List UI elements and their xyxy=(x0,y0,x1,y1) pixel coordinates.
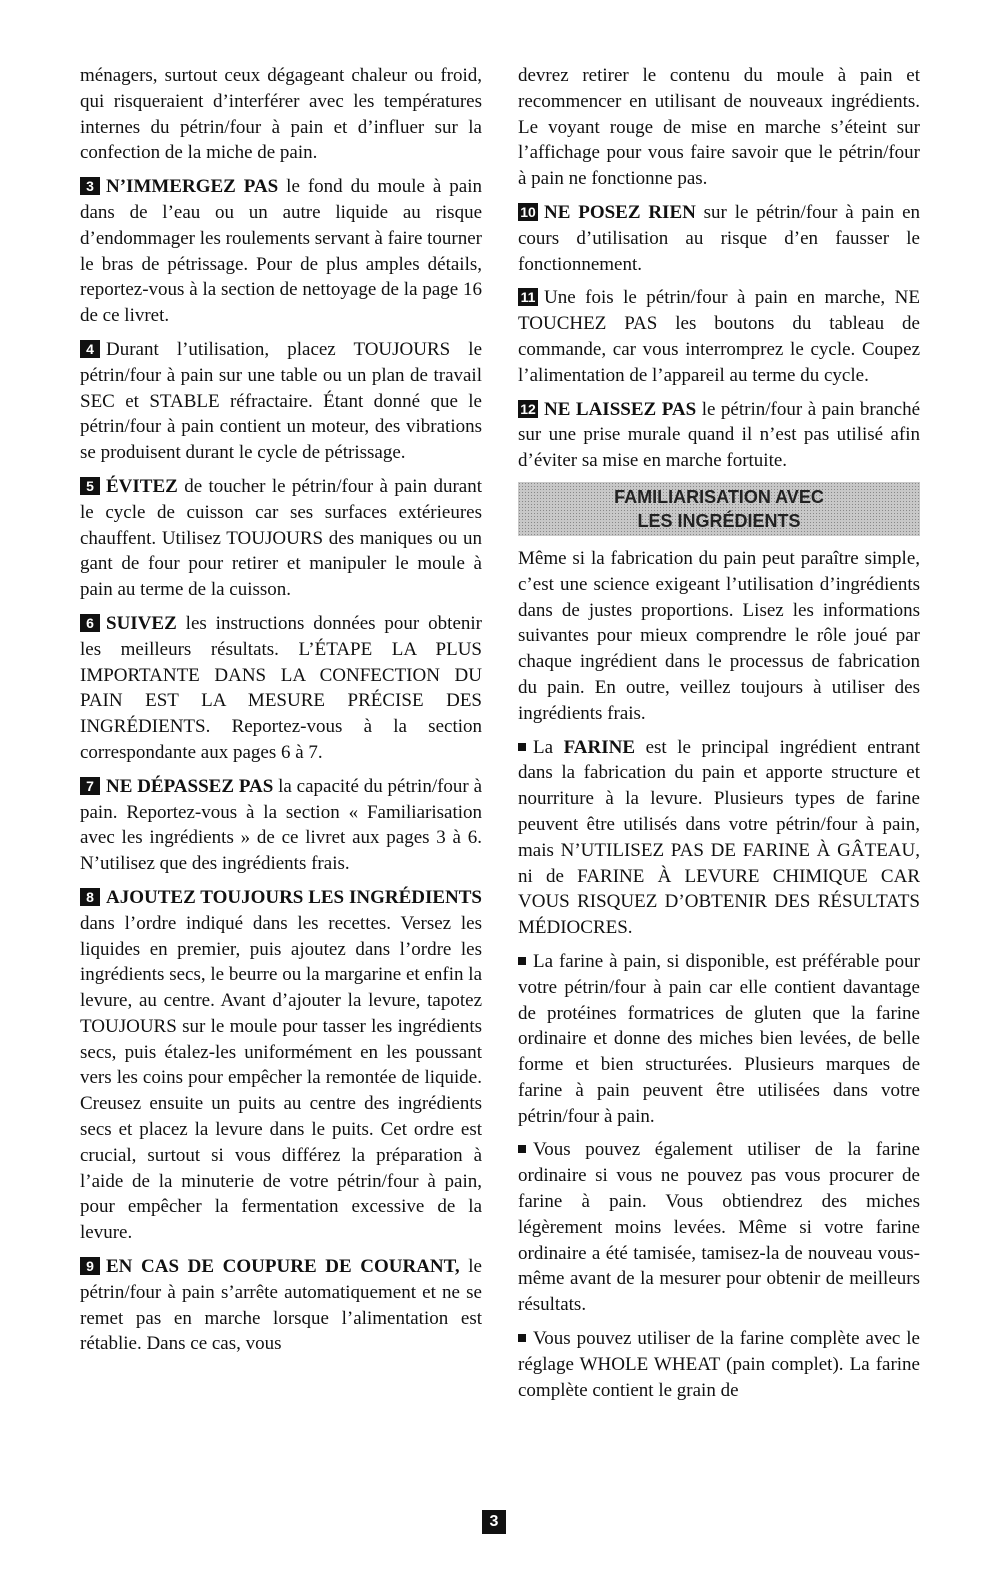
item-number-badge: 10 xyxy=(518,203,538,221)
bullet-paragraph xyxy=(518,1137,920,1318)
item-text: Une fois le pétrin/four à pain en marche, NE TOUCHEZ PAS les boutons du tableau de commande, car vous interromprez le cycle. Coupez l’alimentation de l’appareil au terme du cycle. xyxy=(518,287,920,386)
bullet-text: Vous pouvez utiliser de la farine complète avec le réglage WHOLE WHEAT (pain complet). La farine complète contient le grain de xyxy=(518,1328,920,1401)
item-lead: NE LAISSEZ PAS xyxy=(544,398,697,420)
item-text: le pétrin/four à pain branché sur une prise murale quand il n’est pas utilisé afin d’éviter sa mise en marche fortuite. xyxy=(518,398,920,472)
square-bullet-icon xyxy=(518,957,526,965)
item-lead: AJOUTEZ TOUJOURS LES INGRÉDIENTS xyxy=(106,886,482,908)
square-bullet-icon xyxy=(518,1334,526,1342)
numbered-item xyxy=(80,174,482,329)
bullet-text: est le principal ingrédient entrant dans la fabrication du pain et apporte structure et nourriture à la levure. Plusieurs types de farine peuvent être utilisés dans votre pétrin/four à pain, mais N’UTILISEZ PAS DE FARINE À GÂTEAU, ni de FARINE À LEVURE CHIMIQUE CAR VOUS RISQUEZ D’OBTENIR DES RÉSULTATS MÉDIOCRES. xyxy=(518,736,920,939)
section-intro: Même si la fabrication du pain peut paraître simple, c’est une science exigeant l’utilisation d’ingrédients dans de justes proportions. Lisez les informations suivantes pour mieux comprendre le rôle joué par chaque ingrédient dans le processus de fabrication du pain. En outre, veillez toujours à utiliser des ingrédients frais. xyxy=(518,547,920,724)
bullet-lead: FARINE xyxy=(563,736,636,758)
item-text: Durant l’utilisation, placez TOUJOURS le pétrin/four à pain sur une table ou un plan de travail SEC et STABLE réfractaire. Étant donné que le pétrin/four à pain contient un moteur, des vibrations se produisent durant le cycle de pétrissage. xyxy=(80,338,482,464)
page-number: 3 xyxy=(482,1510,506,1534)
item-lead: NE DÉPASSEZ PAS xyxy=(106,775,274,797)
item-lead: NE POSEZ RIEN xyxy=(544,201,696,223)
section-heading xyxy=(518,482,920,536)
item-text: le fond du moule à pain dans de l’eau ou un autre liquide au risque d’endommager les roulements servant à faire tourner le bras de pétrissage. Pour de plus amples détails, reportez-vous à la section de nettoyage de la page 16 de ce livret. xyxy=(80,176,483,327)
item-number-badge: 6 xyxy=(80,614,100,632)
numbered-item xyxy=(518,200,920,277)
numbered-item xyxy=(80,774,482,877)
item-number-badge: 11 xyxy=(518,288,538,306)
bullet-pre: La xyxy=(533,736,564,758)
numbered-item xyxy=(80,1254,482,1357)
bullet-paragraph xyxy=(518,735,920,941)
item-text: les instructions données pour obtenir les meilleurs résultats. L’ÉTAPE LA PLUS IMPORTANTE DANS LA CONFECTION DU PAIN EST LA MESURE PRÉCISE DES INGRÉDIENTS. Reportez-vous à la section correspondante aux pages 6 à 7. xyxy=(80,612,482,763)
item-text: la capacité du pétrin/four à pain. Reportez-vous à la section « Familiarisation avec les ingrédients » de ce livret aux pages 3 à 6. N’utilisez que des ingrédients frais. xyxy=(80,775,483,875)
numbered-item xyxy=(518,397,920,474)
item-lead: EN CAS DE COUPURE DE COURANT, xyxy=(106,1256,460,1278)
bullet-text: La farine à pain, si disponible, est préférable pour votre pétrin/four à pain car elle contient davantage de protéines formatrices de gluten que la farine ordinaire et donne des miches bien levées, de belle forme et bien structurées. Plusieurs marques de farine à pain peuvent être utilisées dans votre pétrin/four à pain. xyxy=(518,950,920,1127)
numbered-item xyxy=(80,474,482,603)
numbered-item xyxy=(518,285,920,388)
item-number-badge: 8 xyxy=(80,888,100,906)
item-number-badge: 7 xyxy=(80,777,100,795)
heading-line-2: LES INGRÉDIENTS xyxy=(637,510,801,531)
item-text: le pétrin/four à pain s’arrête automatiquement et ne se remet pas en marche lorsque l’alimentation est rétablie. Dans ce cas, vous xyxy=(80,1256,482,1355)
right-column xyxy=(518,63,920,1411)
item-number-badge: 4 xyxy=(80,340,100,358)
item-lead: SUIVEZ xyxy=(106,612,177,634)
item-lead: ÉVITEZ xyxy=(106,475,178,497)
numbered-item xyxy=(80,611,482,766)
numbered-item xyxy=(80,337,482,466)
item-text: de toucher le pétrin/four à pain durant le cycle de cuisson car ses surfaces extérieures chauffent. Utilisez TOUJOURS des maniques ou un gant de four pour retirer et manipuler le moule à pain au terme de la cuisson. xyxy=(80,475,482,601)
square-bullet-icon xyxy=(518,1145,526,1153)
item-number-badge: 3 xyxy=(80,177,100,195)
item-lead: N’IMMERGEZ PAS xyxy=(106,176,279,198)
left-column xyxy=(80,63,482,1365)
square-bullet-icon xyxy=(518,743,526,751)
bullet-text: Vous pouvez également utiliser de la farine ordinaire si vous ne pouvez pas vous procurer de farine à pain. Vous obtiendrez des miches légèrement moins levées. Même si votre farine ordinaire a été tamisée, tamisez-la de nouveau vous-même avant de la mesurer pour obtenir de meilleurs résultats. xyxy=(518,1139,920,1316)
intro-paragraph: ménagers, surtout ceux dégageant chaleur ou froid, qui risqueraient d’interférer avec les températures internes du pétrin/four à pain et d’influer sur la confection de la miche de pain. xyxy=(80,65,482,164)
item-number-badge: 9 xyxy=(80,1257,100,1275)
heading-line-1: FAMILIARISATION AVEC xyxy=(614,486,824,507)
item-number-badge: 12 xyxy=(518,400,538,418)
continued-paragraph: devrez retirer le contenu du moule à pain et recommencer en utilisant de nouveaux ingrédients. Le voyant rouge de mise en marche s’éteint sur l’affichage pour vous faire savoir que le pétrin/four à pain ne fonctionne pas. xyxy=(518,65,920,190)
item-number-badge: 5 xyxy=(80,477,100,495)
item-text: dans l’ordre indiqué dans les recettes. Versez les liquides en premier, puis ajoutez dans l’ordre les ingrédients secs, le beurre ou la margarine et enfin la levure, au centre. Avant d’ajouter la levure, tapotez TOUJOURS sur le moule pour tasser les ingrédients secs, puis étalez-les uniformément en les poussant vers les coins pour empêcher la remontée de liquide. Creusez ensuite un puits au centre des ingrédients secs et placez la levure dans le puits. Cet ordre est crucial, surtout si vous différez la préparation à l’aide de la minuterie de votre pétrin/four à pain, pour empêcher la fermentation excessive de la levure. xyxy=(80,912,482,1244)
bullet-paragraph xyxy=(518,949,920,1130)
numbered-item xyxy=(80,885,482,1246)
item-text: sur le pétrin/four à pain en cours d’utilisation au risque d’en fausser le fonctionnement. xyxy=(518,201,921,275)
bullet-paragraph xyxy=(518,1326,920,1403)
